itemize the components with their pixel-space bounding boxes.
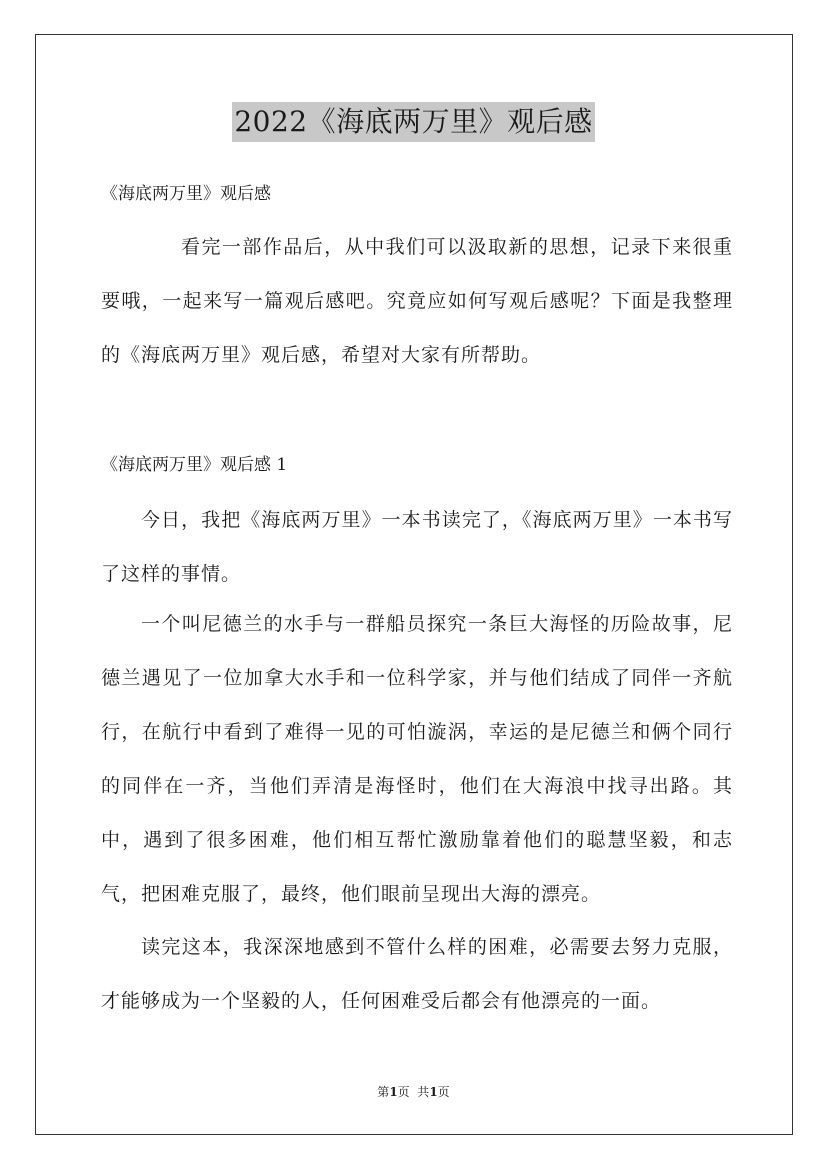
body-paragraph-3: 读完这本，我深深地感到不管什么样的困难，必需要去努力克服，才能够成为一个坚毅的人，任何困难受后都会有他漂亮的一面。: [101, 936, 733, 1012]
footer-suffix: 页: [437, 1085, 450, 1099]
body-paragraph-2: 一个叫尼德兰的水手与一群船员探究一条巨大海怪的历险故事，尼德兰遇见了一位加拿大水手和一位科学家，并与他们结成了同伴一齐航行，在航行中看到了难得一见的可怕漩涡，幸运的是尼德兰和俩个同行的同伴在一齐，当他们弄清是海怪时，他们在大海浪中找寻出路。其中，遇到了很多困难，他们相互帮忙激励靠着他们的聪慧坚毅，和志气，把困难克服了，最终，他们眼前呈现出大海的漂亮。: [101, 613, 733, 905]
page-footer: [0, 1083, 827, 1101]
document-title-text: 2022《海底两万里》观后感: [232, 102, 594, 142]
document-subtitle: 《海底两万里》观后感: [101, 184, 271, 204]
section-heading: 《海底两万里》观后感 1: [101, 455, 288, 475]
document-title: [0, 101, 827, 142]
intro-paragraph: 看完一部作品后，从中我们可以汲取新的思想，记录下来很重要哦，一起来写一篇观后感吧。究竟应如何写观后感呢？下面是我整理的《海底两万里》观后感，希望对大家有所帮助。: [101, 236, 733, 366]
body-paragraph-1: 今日，我把《海底两万里》一本书读完了，《海底两万里》一本书写了这样的事情。: [101, 509, 733, 585]
footer-total-pages: 1: [429, 1085, 438, 1099]
footer-prefix: 第: [377, 1085, 390, 1099]
footer-middle: 页 共: [397, 1085, 430, 1099]
footer-current-page: 1: [389, 1085, 398, 1099]
